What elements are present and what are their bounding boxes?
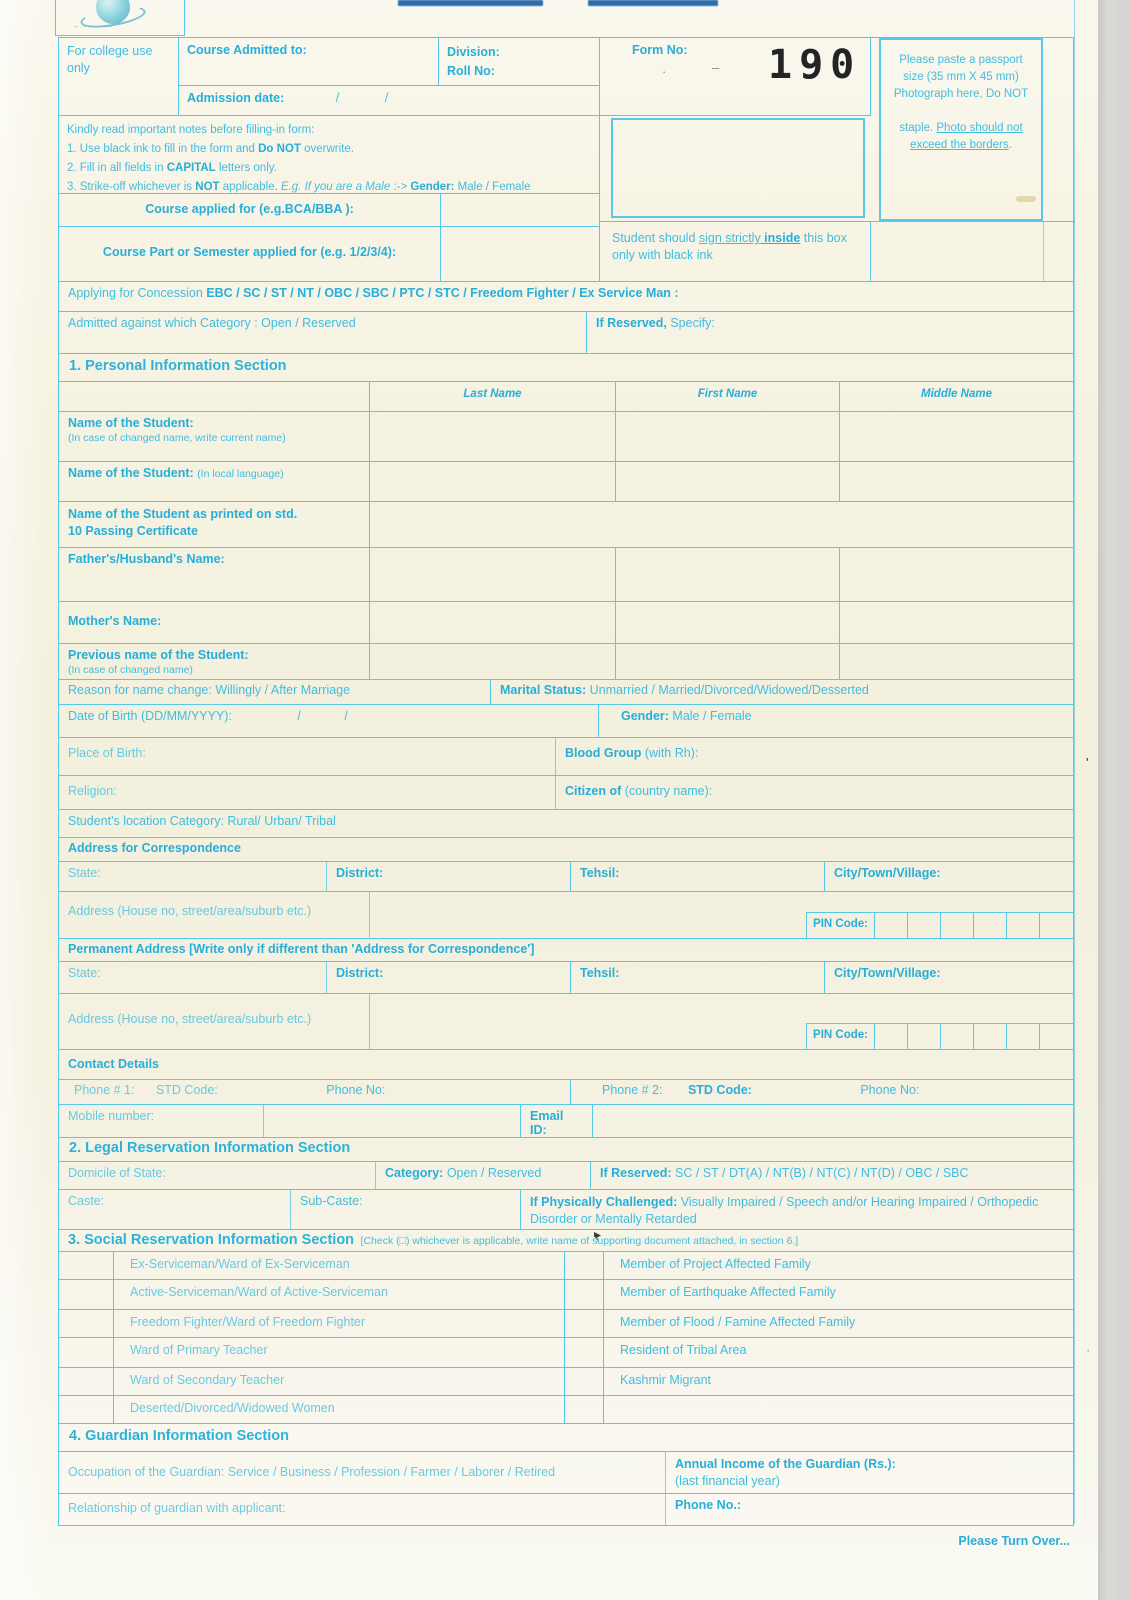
photo-note-underlined: exceed the borders [910,139,1009,151]
checkbox-flood-famine-affected[interactable] [564,1310,604,1337]
social-reservation-row [59,1251,1073,1279]
phone-row [59,1079,1073,1104]
father-last-name-input[interactable] [370,548,616,601]
pin-code-label: PIN Code: [807,913,875,938]
checkbox-primary-teacher-ward[interactable] [59,1338,114,1367]
corr-district-field[interactable]: District: [327,862,571,891]
address-correspondence-header: Address for Correspondence [59,837,1073,861]
location-category-field: Student's location Category: Rural/ Urban/ Tribal [68,814,336,828]
course-part-input[interactable] [441,227,600,281]
blank-cell [871,221,1075,281]
legal-category-field[interactable]: Category: Open / Reserved [376,1162,591,1189]
social-right-label: Member of Flood / Famine Affected Family [620,1315,856,1329]
checkbox-project-affected[interactable] [564,1252,604,1279]
pin-digit-box[interactable] [974,1024,1007,1049]
pin-digit-box[interactable] [875,913,908,938]
roll-no-label: Roll No: [447,64,495,78]
email-input[interactable] [593,1105,1073,1137]
name-columns-header-row [59,381,1073,411]
section4-header: 4. Guardian Information Section [59,1423,1073,1451]
corr-pin-block [806,912,1074,939]
corr-state-row [59,861,1073,891]
corr-state-field[interactable]: State: [59,862,327,891]
guardian-relationship-row [59,1493,1073,1525]
date-slash: / [384,91,389,105]
signature-instruction: Student should sign strictly inside this box only with black ink [600,221,871,281]
religion-citizen-row [59,775,1073,809]
dob-gender-row [59,704,1073,737]
social-right-label: Resident of Tribal Area [620,1343,747,1357]
name-change-reason-field[interactable]: Reason for name change: Willingly / After Marriage [59,680,491,704]
social-right-label: Member of Earthquake Affected Family [620,1285,836,1299]
checkbox-kashmir-migrant[interactable] [564,1368,604,1395]
blood-group-field[interactable]: Blood Group (with Rh): [565,746,699,760]
division-label: Division: [447,45,500,59]
previous-name-row [59,643,1073,679]
form-no-field [600,38,871,116]
std10-name-input[interactable] [370,502,1073,547]
guardian-income-field[interactable]: Annual Income of the Guardian (Rs.): (last financial year) [675,1457,896,1488]
perm-address-label: Address (House no, street/area/suburb etc.) [59,994,370,1049]
concession-label: Applying for Concession EBC / SC / ST / NT / OBC / SBC / PTC / STC / Freedom Fighter / Ex Service Man : [68,286,679,300]
mother-name-label: Mother's Name: [59,602,370,643]
domicile-row [59,1161,1073,1189]
corr-address-input[interactable] [370,892,1073,938]
social-right-label [604,1396,1073,1423]
father-middle-name-input[interactable] [840,548,1073,601]
cutoff-college-title [398,0,543,6]
important-notes [59,116,600,194]
student-name-label: Name of the Student: (In case of changed name, write current name) [59,412,370,461]
checkbox-blank[interactable] [564,1396,604,1423]
signature-box[interactable] [611,118,865,218]
legal-if-reserved-field[interactable]: If Reserved: SC / ST / DT(A) / NT(B) / NT(C) / NT(D) / OBC / SBC [600,1166,969,1180]
student-name-local-label: Name of the Student: (In local language) [59,462,370,501]
local-last-name-input[interactable] [370,462,616,501]
photo-note-line: size (35 mm X 45 mm) [903,71,1019,83]
student-first-name-input[interactable] [616,412,840,461]
social-right-label: Member of Project Affected Family [620,1257,811,1271]
guardian-occupation-field[interactable]: Occupation of the Guardian: Service / Business / Profession / Farmer / Laborer / Retired [59,1452,666,1493]
please-turn-over-note: Please Turn Over... [958,1534,1070,1548]
subcaste-field[interactable]: Sub-Caste: [291,1190,521,1229]
pin-digit-box[interactable] [1007,913,1040,938]
mobile-number-label: Mobile number: [59,1105,264,1137]
course-applied-input[interactable] [441,194,600,227]
social-left-label: Ex-Serviceman/Ward of Ex-Serviceman [130,1257,350,1271]
social-left-label: Deserted/Divorced/Widowed Women [130,1401,335,1415]
photo-note-line: . [1008,139,1012,151]
corr-city-field[interactable]: City/Town/Village: [834,866,941,880]
pin-digit-box[interactable] [974,913,1007,938]
course-applied-label: Course applied for (e.g.BCA/BBA ): [59,194,441,227]
mother-last-name-input[interactable] [370,602,616,643]
form-no-label: Form No: [632,43,688,57]
caste-row [59,1189,1073,1229]
col-header-first-name: First Name [616,382,840,411]
local-first-name-input[interactable] [616,462,840,501]
guardian-occupation-row [59,1451,1073,1493]
social-reservation-row [59,1279,1073,1309]
logo-script-text: ~·~·~·~·~ [74,24,113,31]
social-left-label: Ward of Primary Teacher [130,1343,268,1357]
email-label: Email ID: [521,1105,593,1137]
mother-name-row [59,601,1073,643]
student-middle-name-input[interactable] [840,412,1073,461]
course-part-label: Course Part or Semester applied for (e.g. 1/2/3/4): [59,227,441,281]
std10-name-label: Name of the Student as printed on std. 10 Passing Certificate [59,502,370,547]
checkbox-ex-serviceman[interactable] [59,1252,114,1279]
form-header-area [59,38,1073,281]
phone2-field[interactable]: Phone # 2: STD Code: Phone No: [602,1083,920,1097]
pin-digit-box[interactable] [1040,1024,1073,1049]
perm-address-input[interactable] [370,994,1073,1049]
corr-tehsil-field[interactable]: Tehsil: [571,862,825,891]
scan-smudge [1016,196,1036,202]
note-line-1: 1. Use black ink to fill in the form and Do NOT overwrite. [67,143,354,155]
social-reservation-row [59,1395,1073,1423]
mother-middle-name-input[interactable] [840,602,1073,643]
birthplace-blood-row [59,737,1073,775]
domicile-field[interactable]: Domicile of State: [59,1162,376,1189]
section1-header: 1. Personal Information Section [59,353,1073,381]
mobile-email-row [59,1104,1073,1137]
form-no-stamp: 190 [768,42,862,88]
place-of-birth-field[interactable]: Place of Birth: [59,738,556,775]
marital-status-field[interactable]: Marital Status: Unmarried / Married/Divorced/Widowed/Desserted [500,683,869,697]
permanent-address-header: Permanent Address [Write only if different than 'Address for Correspondence'] [59,938,1073,961]
perm-state-field[interactable]: State: [59,962,327,993]
checkbox-freedom-fighter[interactable] [59,1310,114,1337]
pin-digit-box[interactable] [1007,1024,1040,1049]
checkbox-tribal-area-resident[interactable] [564,1338,604,1367]
admitted-category-field[interactable]: Admitted against which Category : Open / Reserved [59,312,587,353]
admission-form [58,37,1074,1526]
admitted-category-row [59,311,1073,353]
checkbox-secondary-teacher-ward[interactable] [59,1368,114,1395]
admission-date-label: Admission date: [187,91,285,105]
pencil-mark: · [662,64,667,79]
contact-details-header: Contact Details [59,1049,1073,1079]
pin-digit-box[interactable] [1040,913,1073,938]
student-last-name-input[interactable] [370,412,616,461]
photo-note-line: Please paste a passport [899,54,1023,66]
previous-last-name-input[interactable] [370,644,616,679]
caste-field[interactable]: Caste: [59,1190,291,1229]
religion-field[interactable]: Religion: [59,776,556,809]
student-name-row [59,411,1073,461]
guardian-phone-field[interactable]: Phone No.: [675,1498,741,1512]
date-of-birth-field[interactable]: Date of Birth (DD/MM/YYYY): / / [59,705,599,737]
scan-speck: , [1085,1341,1092,1355]
previous-middle-name-input[interactable] [840,644,1073,679]
social-reservation-row [59,1309,1073,1337]
perm-tehsil-field[interactable]: Tehsil: [571,962,825,993]
corr-address-row [59,891,1073,938]
guardian-relationship-field[interactable]: Relationship of guardian with applicant: [59,1494,666,1525]
corr-address-label: Address (House no, street/area/suburb etc.) [59,892,370,938]
phone1-field[interactable]: Phone # 1: STD Code: Phone No: [59,1080,571,1104]
section2-header: 2. Legal Reservation Information Section [59,1137,1073,1161]
course-admitted-field[interactable]: Course Admitted to: [179,38,439,86]
notes-title: Kindly read important notes before filling-in form: [67,124,315,136]
division-rollno-field[interactable] [439,38,600,86]
section3-header: 3. Social Reservation Information Section [Check (□) whichever is applicable, write name of supporting document attached, in section 6.] [59,1229,1073,1251]
mobile-number-input[interactable] [264,1105,521,1137]
col-header-middle-name: Middle Name [921,388,992,400]
dob-slash: / [297,709,301,723]
note-line-3: 3. Strike-off whichever is NOT applicable. E.g. If you are a Male :-> Gender: Male / Female [67,181,531,193]
previous-name-label: Previous name of the Student: (In case of changed name) [59,644,370,679]
checkbox-deserted-widowed-women[interactable] [59,1396,114,1423]
pin-digit-box[interactable] [875,1024,908,1049]
student-name-local-row [59,461,1073,501]
paper-left-edge [0,0,46,1600]
checkbox-earthquake-affected[interactable] [564,1280,604,1309]
paper-right-edge [1098,0,1130,1600]
social-right-label: Kashmir Migrant [620,1373,711,1387]
perm-address-row [59,993,1073,1049]
perm-pin-block [806,1023,1074,1050]
social-left-label: Ward of Secondary Teacher [130,1373,285,1387]
checkbox-active-serviceman[interactable] [59,1280,114,1309]
location-category-row[interactable] [59,809,1073,837]
mother-first-name-input[interactable] [616,602,840,643]
pin-code-label: PIN Code: [807,1024,875,1049]
photo-note-underlined: Photo should not [936,122,1023,134]
perm-district-field[interactable]: District: [327,962,571,993]
gender-field[interactable]: Gender: Male / Female [621,709,752,723]
father-name-label: Father's/Husband's Name: [59,548,370,601]
social-left-label: Freedom Fighter/Ward of Freedom Fighter [130,1315,366,1329]
name-change-marital-row [59,679,1073,704]
pin-digit-box[interactable] [908,1024,941,1049]
pin-digit-box[interactable] [941,1024,974,1049]
scan-speck: ' [1086,755,1089,770]
dob-slash: / [344,709,348,723]
std10-name-row [59,501,1073,547]
college-logo [55,0,185,36]
social-left-label: Active-Serviceman/Ward of Active-Serviceman [130,1285,388,1299]
social-reservation-row [59,1337,1073,1367]
concession-row[interactable] [59,281,1073,311]
father-first-name-input[interactable] [616,548,840,601]
photo-note-line: Photograph here, Do NOT [893,88,1029,100]
social-reservation-row [59,1367,1073,1395]
citizen-field[interactable]: Citizen of (country name): [565,784,713,798]
previous-first-name-input[interactable] [616,644,840,679]
perm-state-row [59,961,1073,993]
admission-date-field[interactable] [179,86,600,116]
local-middle-name-input[interactable] [840,462,1073,501]
for-college-use-label: For college use only [59,38,179,116]
pencil-mark: – [712,60,720,75]
if-reserved-specify-field[interactable]: If Reserved, Specify: [596,316,715,330]
pin-digit-box[interactable] [941,913,974,938]
photo-paste-box [879,38,1043,221]
pin-digit-box[interactable] [908,913,941,938]
note-line-2: 2. Fill in all fields in CAPITAL letters only. [67,162,277,174]
col-header-last-name: Last Name [370,382,616,411]
cutoff-college-title [588,0,718,6]
physically-challenged-field[interactable]: If Physically Challenged: Visually Impaired / Speech and/or Hearing Impaired / Orthopedic Disorder or Mentally Retarded [530,1195,1039,1226]
perm-city-field[interactable]: City/Town/Village: [834,966,941,980]
divider [1043,222,1044,281]
date-slash: / [335,91,340,105]
father-name-row [59,547,1073,601]
blank-cell [59,382,370,411]
photo-note-line: staple. [899,122,937,134]
